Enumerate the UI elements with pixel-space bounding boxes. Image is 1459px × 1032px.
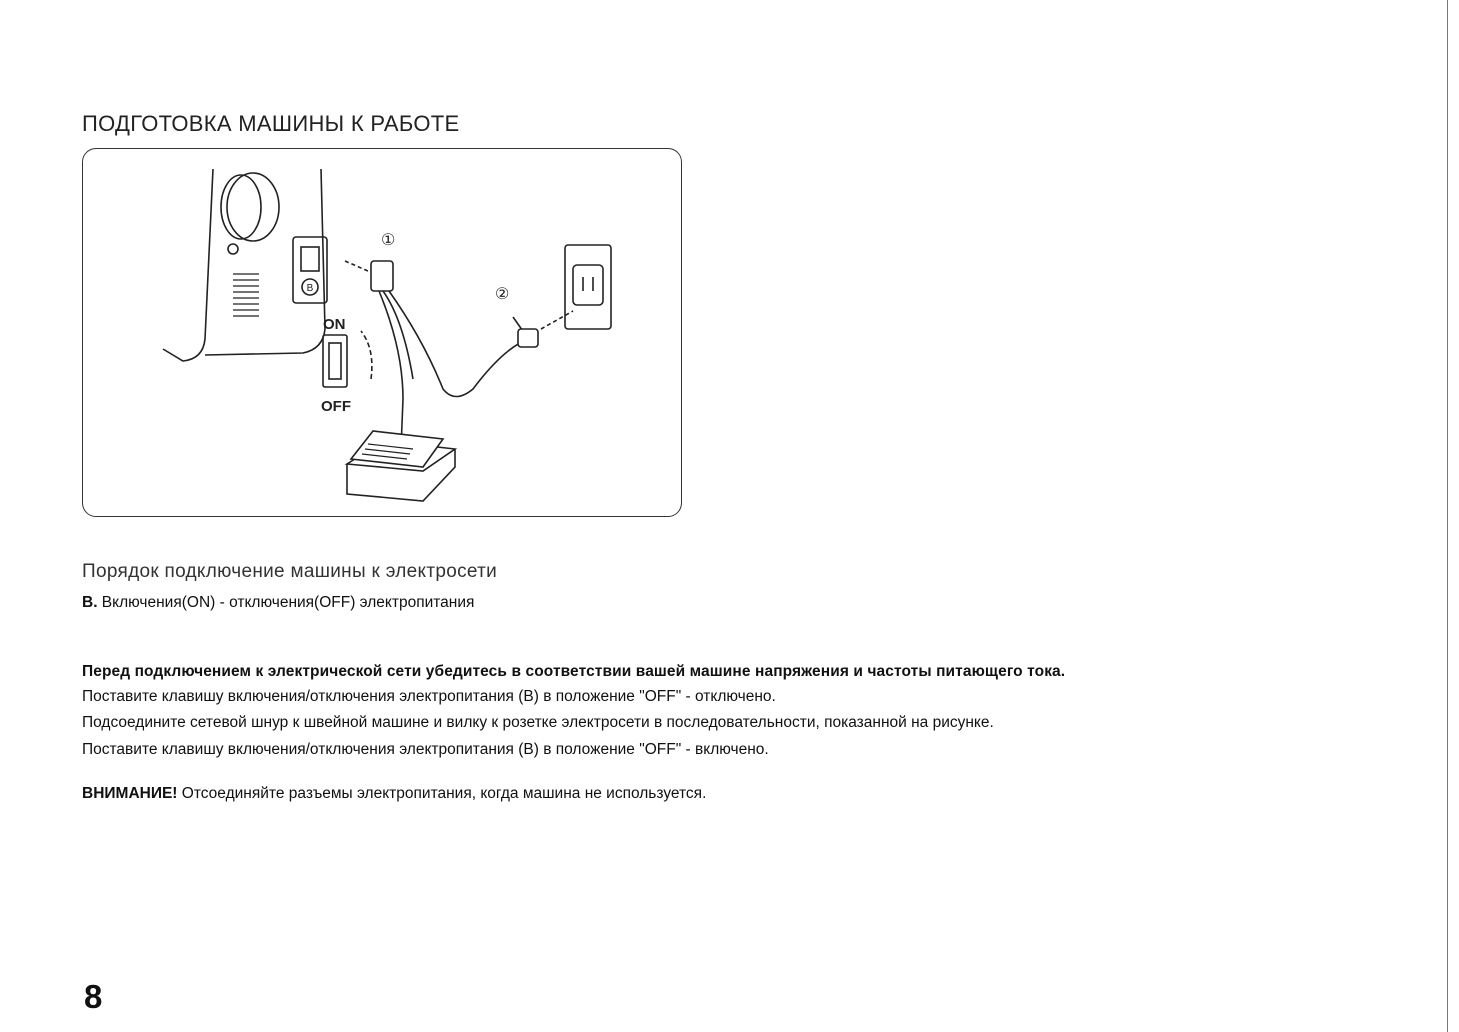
instruction-line-3: Поставите клавишу включения/отключения электропитания (B) в положение "OFF" - включено.	[82, 741, 769, 758]
power-switch	[323, 331, 372, 387]
instruction-line-2: Подсоедините сетевой шнур к швейной машине и вилку к розетке электросети в последовательности, показанной на рисунке.	[82, 714, 994, 731]
page-number: 8	[84, 978, 103, 1015]
foot-pedal	[347, 431, 455, 501]
page-edge-line	[1447, 0, 1448, 1032]
section-title: ПОДГОТОВКА МАШИНЫ К РАБОТЕ	[82, 111, 460, 136]
socket-label: B	[306, 283, 314, 294]
instruction-line-1: Поставите клавишу включения/отключения электропитания (B) в положение "OFF" - отключено.	[82, 688, 776, 705]
wall-outlet	[565, 245, 611, 329]
subheading: Порядок подключение машины к электросети	[82, 561, 498, 582]
voltage-warning: Перед подключением к электрической сети убедитесь в соответствии вашей машине напряжения и частоты питающего тока.	[82, 663, 1066, 680]
switch-off-label: OFF	[321, 398, 351, 415]
switch-description	[82, 594, 474, 612]
attention-label: ВНИМАНИЕ!	[82, 785, 178, 802]
attention-note	[82, 785, 706, 803]
power-connection-illustration	[82, 148, 682, 517]
switch-letter: B.	[82, 594, 98, 611]
callout-2: ②	[495, 286, 510, 303]
callout-1: ①	[381, 232, 396, 249]
switch-description-text: Включения(ON) - отключения(OFF) электропитания	[97, 594, 475, 611]
attention-text: Отсоединяйте разъемы электропитания, когда машина не используется.	[177, 785, 707, 802]
switch-on-label: ON	[323, 316, 346, 333]
sewing-machine-drawing	[163, 169, 327, 361]
